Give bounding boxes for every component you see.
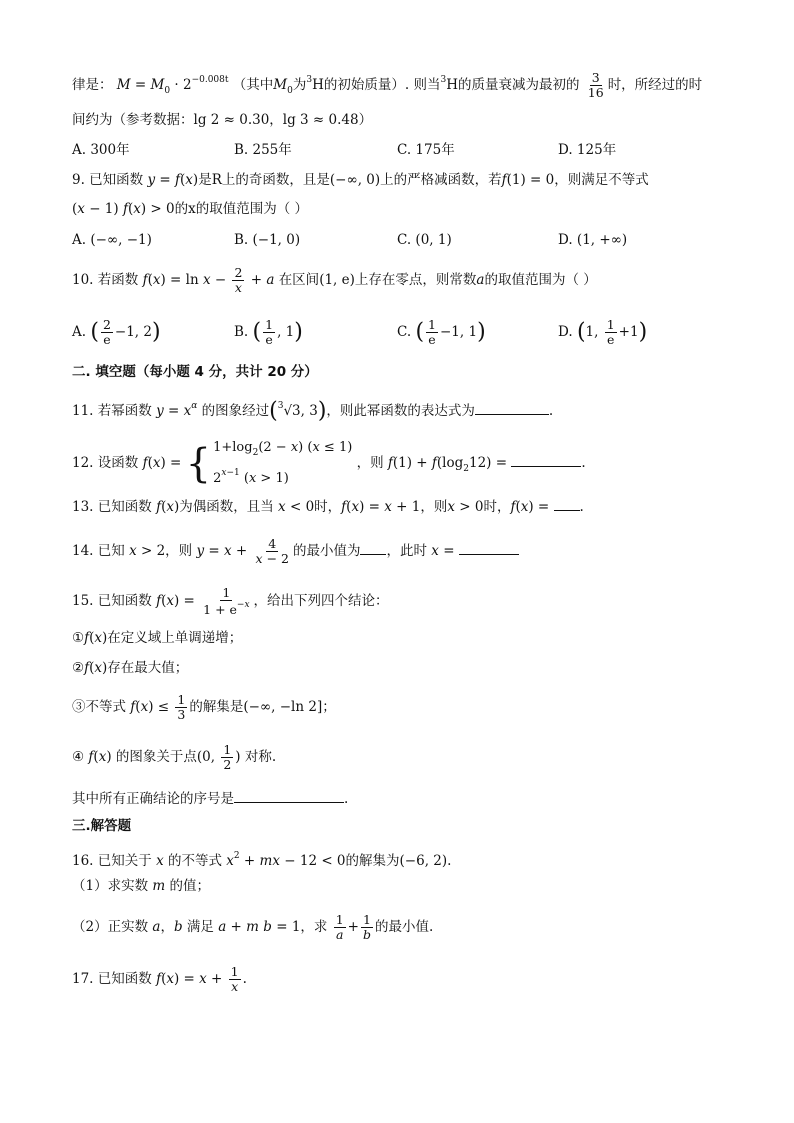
q8-formula-line: 律是： $M = M_0 \cdot 2^{-0.008t}$ （其中$M_0$为$^3$H的初始质量）. 则当$^3$H的质量衰减为最初的 $\frac{3}{16}$ 时，所经过的时 [72,70,703,100]
text: 存在最大值； [107,660,189,676]
section-fill-in-blank-heading: 二. 填空题（每小题 4 分，共计 20 分） [72,364,318,380]
text: 13. 已知函数 [72,499,152,515]
q9-option-a: A. (−∞, −1) [72,232,152,248]
q10-stem: 10. 若函数 f(x) = ln x − $\frac{2}{x}$ + a 在区间(1, e)上存在零点，则常数a的取值范围为（ ） [72,265,597,295]
q9-option-b: B. (−1, 0) [234,232,301,248]
text: ，则 [356,455,384,471]
q15-item-2: ②f(x)存在最大值； [72,660,189,676]
q11: 11. 若幂函数 $y = x^\alpha$ 的图象经过($^3$√3, 3)，则此幂函数的表达式为 . [72,398,554,424]
text: 的不等式 [167,853,222,869]
text: 的图象经过 [201,403,270,419]
text: 时，所经过的时 [607,77,703,93]
text: ，则 [420,499,448,515]
q10-option-c: C. ( $\frac{1}{e}$ −1, 1) [397,317,486,347]
text: 为 [292,77,307,93]
q15-stem: 15. 已知函数 f(x) = $\frac{1}{1 + e^{-x}}$ ，给出下列四个结论： [72,585,389,617]
text: . [548,403,554,419]
text: 10. 若函数 [72,271,139,288]
fraction-4-x-2: $\frac{4}{x - 2}$ [255,536,289,566]
text: 对称. [244,749,277,765]
answer-blank[interactable] [554,496,580,511]
q16-stem: 16. 已知关于 x 的不等式 $x^2$ + mx − 12 < 0的解集为(−6, 2). [72,851,452,869]
text: . [579,499,584,515]
q9-stem: 9. 已知函数 y = f(x)是R上的奇函数，且是(−∞, 0)上的严格减函数，若f(1) = 0，则满足不等式 [72,172,649,188]
text: 16. 已知关于 [72,853,152,869]
q9-option-c: C. (0, 1) [397,232,452,248]
text: ，求 [300,919,328,935]
q16-part-2: （2）正实数 a，b 满足 a + m b = 1，求 $\frac{1}{a}$ + $\frac{1}{b}$ 的最小值. [72,912,434,942]
q12: 12. 设函数 f(x) = { $1+\log_2(2 - x) (x \le 1)$ $2^{x-1}$ (x > 1) ，则 $f(1) + f(\log_212)$ = . [72,438,586,491]
text: 9. 已知函数 [72,172,144,188]
text: ，则此幂函数的表达式为 [326,403,475,419]
text: . [447,853,452,869]
text: 14. 已知 [72,543,125,559]
q10-option-a: A. ( $\frac{2}{e}$ −1, 2) [72,317,161,347]
section-solution-heading: 三.解答题 [72,818,132,834]
text: ，则 [165,543,193,559]
text: （2）正实数 [72,919,149,935]
text: 的值； [169,878,210,894]
text: 11. 若幂函数 [72,403,152,419]
text: 的初始质量）. 则当 [323,77,441,93]
q15-item-3: ③不等式 f(x) ≤ $\frac{1}{3}$ 的解集是(−∞, −ln 2]； [72,692,336,722]
q13: 13. 已知函数 f(x)为偶函数，且当 x < 0时，f(x) = x + 1，则x > 0时，f(x) = . [72,496,584,517]
text: 的取值范围为（ ） [484,271,597,288]
text: ，此时 [386,543,427,559]
text: 的最小值. [375,919,434,935]
q9-option-d: D. (1, +∞) [558,232,628,248]
text: 满足 [186,919,214,935]
q8-option-d: D. 125年 [558,142,617,158]
q15-answer-line: 其中所有正确结论的序号是 . [72,788,348,809]
text: 为偶函数，且当 [179,499,274,515]
piecewise-brace: { $1+\log_2(2 - x) (x \le 1)$ $2^{x-1}$ (x > 1) [185,440,353,487]
text: 上存在零点，则常数 [354,271,477,288]
text: 时， [483,499,511,515]
answer-blank[interactable] [234,788,344,803]
text: 律是： [72,77,113,93]
text: （其中 [232,77,274,93]
q16-part-1: （1）求实数 m 的值； [72,878,210,894]
text: ，给出下列四个结论： [253,593,389,609]
text: 的最小值为 [292,543,361,559]
answer-blank[interactable] [459,540,519,555]
q8-option-b: B. 255年 [234,142,292,158]
text: 上的严格减函数，若 [380,172,502,188]
text: 12. 设函数 [72,455,139,471]
text: . [581,455,586,471]
q9-stem-2: (x − 1) f(x) > 0的x的取值范围为（ ） [72,201,309,217]
q10-option-b: B. ( $\frac{1}{e}$ , 1) [234,317,303,347]
text: ，则满足不等式 [554,172,649,188]
text: 的解集是 [189,699,244,715]
text: 是R上的奇函数，且是 [198,172,330,188]
text: 15. 已知函数 [72,593,152,609]
text: 的质量衰减为最初的 [457,77,580,93]
fraction-3-16: $\frac{3}{16}$ [587,70,604,100]
q10-option-d: D. (1, $\frac{1}{e}$ +1) [558,317,648,347]
text: 时， [314,499,342,515]
text: （1）求实数 [72,878,149,894]
fraction-2-x: $\frac{2}{x}$ [234,265,243,295]
q8-option-a: A. 300年 [72,142,130,158]
q14: 14. 已知 x > 2，则 y = x + $\frac{4}{x - 2}$ 的最小值为 ，此时 x = [72,534,519,568]
text: 的解集为 [345,853,400,869]
answer-blank[interactable] [511,452,581,467]
text: 其中所有正确结论的序号是 [72,791,234,807]
text: 的x的取值范围为（ ） [174,201,309,217]
q8-option-c: C. 175年 [397,142,455,158]
text: 17. 已知函数 [72,971,152,987]
q15-item-1: ①f(x)在定义域上单调递增； [72,630,243,646]
text: 在区间 [278,271,320,288]
text: 在定义域上单调递增； [107,630,243,646]
q15-item-4: ④ f(x) 的图象关于点(0, $\frac{1}{2}$ ) 对称. [72,742,277,772]
answer-blank[interactable] [475,400,549,415]
text: 的图象关于点 [115,749,197,765]
fraction-1-over-1-plus-e: $\frac{1}{1 + e^{-x}}$ [203,585,250,617]
q17-stem: 17. 已知函数 f(x) = x + $\frac{1}{x}$ . [72,964,247,994]
answer-blank[interactable] [360,540,386,555]
q8-reference-line: 间约为（参考数据：lg 2 ≈ 0.30，lg 3 ≈ 0.48） [72,112,373,128]
